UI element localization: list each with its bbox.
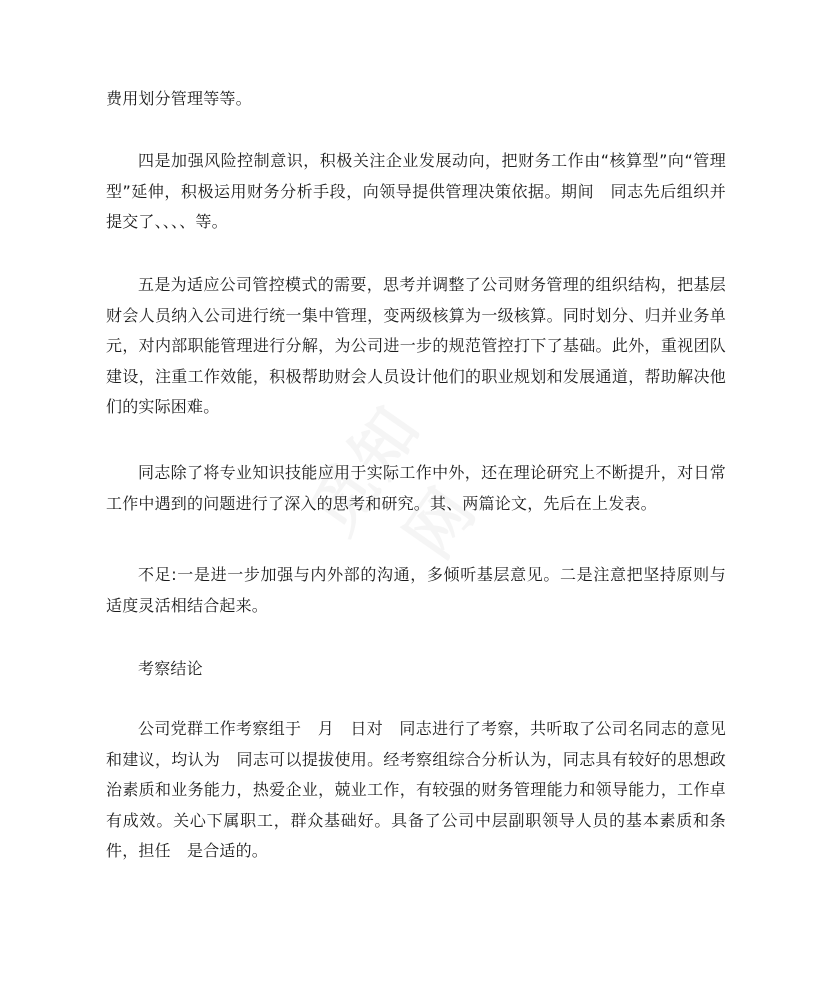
- paragraph-theory-research: 同志除了将专业知识技能应用于实际工作中外，还在理论研究上不断提升，对日常工作中遇到的问题进行了深入的思考和研究。其、两篇论文，先后在上发表。: [106, 463, 726, 513]
- section-heading-conclusion: 考察结论: [138, 659, 203, 678]
- paragraph-risk-control: 四是加强风险控制意识，积极关注企业发展动向，把财务工作由“核算型”向“管理型”延伸，积极运用财务分析手段，向领导提供管理决策依据。期间 同志先后组织并提交了、、、、等。: [106, 151, 726, 231]
- paragraph-org-structure: 五是为适应公司管控模式的需要，思考并调整了公司财务管理的组织结构，把基层财会人员纳入公司进行统一集中管理，变两级核算为一级核算。同时划分、归并业务单元，对内部职能管理进行分解，为公司进一步的规范管控打下了基础。此外，重视团队建设，注重工作效能，积极帮助财会人员设计他们的职业规划和发展通道，帮助解决他们的实际困难。: [106, 275, 726, 416]
- paragraph-expense-division: 费用划分管理等等。: [106, 89, 252, 108]
- watermark: 觅知网: [296, 390, 493, 572]
- paragraph-conclusion: 公司党群工作考察组于 月 日对 同志进行了考察，共听取了公司名同志的意见和建议，均认为 同志可以提拔使用。经考察组综合分析认为，同志具有较好的思想政治素质和业务能力，热爱企业，兢业工作，有较强的财务管理能力和领导能力，工作卓有成效。关心下属职工，群众基础好。具备了公司中层副职领导人员的基本素质和条件，担任 是合适的。: [106, 719, 726, 860]
- paragraph-shortcomings: 不足:一是进一步加强与内外部的沟通，多倾听基层意见。二是注意把坚持原则与适度灵活相结合起来。: [106, 565, 726, 615]
